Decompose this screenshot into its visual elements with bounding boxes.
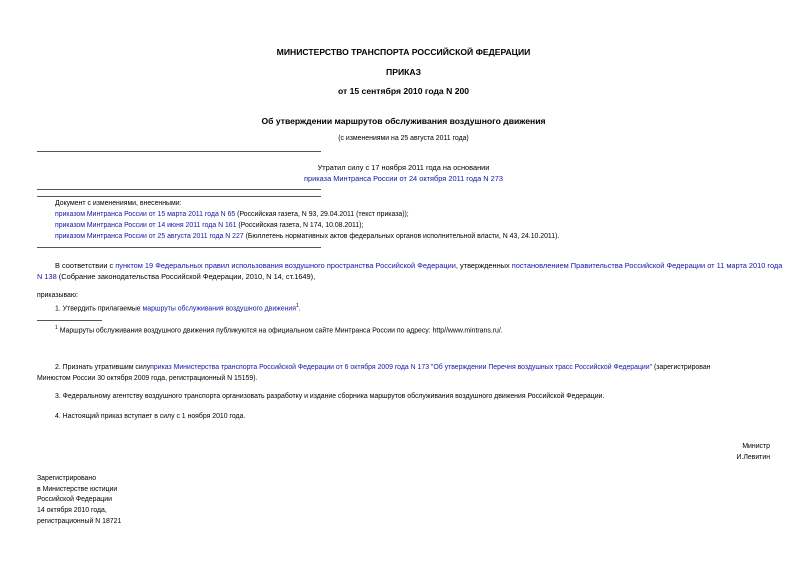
rules-link[interactable]: пунктом 19 Федеральных правил использования воздушного пространства Российской Федерации [115, 261, 456, 270]
amendment-item [55, 211, 409, 218]
amend-note: (с изменениями на 25 августа 2011 года) [338, 135, 469, 142]
footnote-text: Маршруты обслуживания воздушного движения публикуются на официальном сайте Минтранса России по адресу: http//www.mintrans.ru/. [59, 327, 503, 335]
preamble-text: (Собрание законодательства Российской Федерации, 2010, N 14, ст.1649), [56, 272, 316, 281]
signature-name: И.Левитин [736, 454, 770, 461]
repeal-link[interactable]: приказа Минтранса России от 24 октября 2011 года N 273 [304, 174, 503, 183]
preamble-line2 [37, 271, 777, 282]
item-2 [55, 364, 710, 371]
amendment-source: (Российская газета, N 93, 29.04.2011 (текст приказа)); [235, 211, 409, 218]
item-1 [55, 303, 301, 312]
resolution-link[interactable]: постановлением Правительства Российской Федерации от 11 марта 2010 года [511, 261, 783, 270]
doc-type: ПРИКАЗ [386, 67, 421, 77]
registration-line: 14 октября 2010 года, [37, 507, 107, 514]
registration-line: Российской Федерации [37, 496, 112, 503]
preamble-line1 [55, 260, 783, 271]
footnote [55, 325, 503, 334]
registration-line: в Министерстве юстиции [37, 486, 118, 493]
doc-title: Об утверждении маршрутов обслуживания воздушного движения [261, 116, 546, 126]
amendment-item [55, 222, 363, 229]
item-2-text: 2. Признать утратившим силу [55, 364, 151, 371]
footnote-marker: 1 [55, 325, 58, 331]
amendment-link[interactable]: приказом Минтранса России от 15 марта 2011 года N 65 [55, 211, 236, 218]
registration-line: регистрационный N 18721 [37, 518, 122, 525]
repealed-order-link[interactable]: приказ Министерства транспорта Российской Федерации от 6 октября 2009 года N 173 "Об утверждении Перечня воздушных трасс Российской Федерации" [150, 364, 653, 371]
doc-date-line: от 15 сентября 2010 года N 200 [337, 86, 470, 96]
ministry-title: МИНИСТЕРСТВО ТРАНСПОРТА РОССИЙСКОЙ ФЕДЕРАЦИИ [276, 47, 531, 57]
signature-position: Министр [742, 443, 770, 450]
footnote-divider [37, 320, 102, 321]
amendment-item [55, 233, 559, 240]
item-1-end: . [298, 305, 301, 313]
routes-link[interactable]: маршруты обслуживания воздушного движения [142, 305, 297, 313]
amendment-source: (Бюллетень нормативных актов федеральных органов исполнительной власти, N 43, 24.10.2011). [243, 233, 560, 240]
divider [37, 196, 321, 197]
amendment-source: (Российская газета, N 174, 10.08.2011); [236, 222, 364, 229]
amendment-link[interactable]: приказом Минтранса России от 25 августа 2011 года N 227 [55, 233, 244, 240]
divider [37, 247, 321, 248]
item-3: 3. Федеральному агентству воздушного транспорта организовать разработку и издание сборника маршрутов обслуживания воздушного движения Российской Федерации. [55, 393, 605, 400]
amendment-link[interactable]: приказом Минтранса России от 14 июня 2011 года N 161 [55, 222, 237, 229]
footnote-ref[interactable]: 1 [296, 303, 299, 309]
amendments-heading: Документ с изменениями, внесенными: [55, 200, 182, 207]
item-4: 4. Настоящий приказ вступает в силу с 1 ноября 2010 года. [55, 413, 246, 420]
preamble-text: , утвержденных [455, 261, 512, 270]
resolution-link-number[interactable]: N 138 [37, 272, 57, 281]
divider [37, 189, 321, 190]
registration-line: Зарегистрировано [37, 475, 97, 482]
item-2-text: (зарегистрирован [652, 364, 711, 371]
item-1-text: 1. Утвердить прилагаемые [55, 305, 143, 313]
divider [37, 151, 321, 152]
preamble-text: В соответствии с [55, 261, 116, 270]
status-line: Утратил силу с 17 ноября 2011 года на основании [317, 163, 490, 172]
item-2-line2: Минюстом России 30 октября 2009 года, регистрационный N 15159). [37, 375, 258, 382]
order-word: приказываю: [37, 292, 78, 299]
